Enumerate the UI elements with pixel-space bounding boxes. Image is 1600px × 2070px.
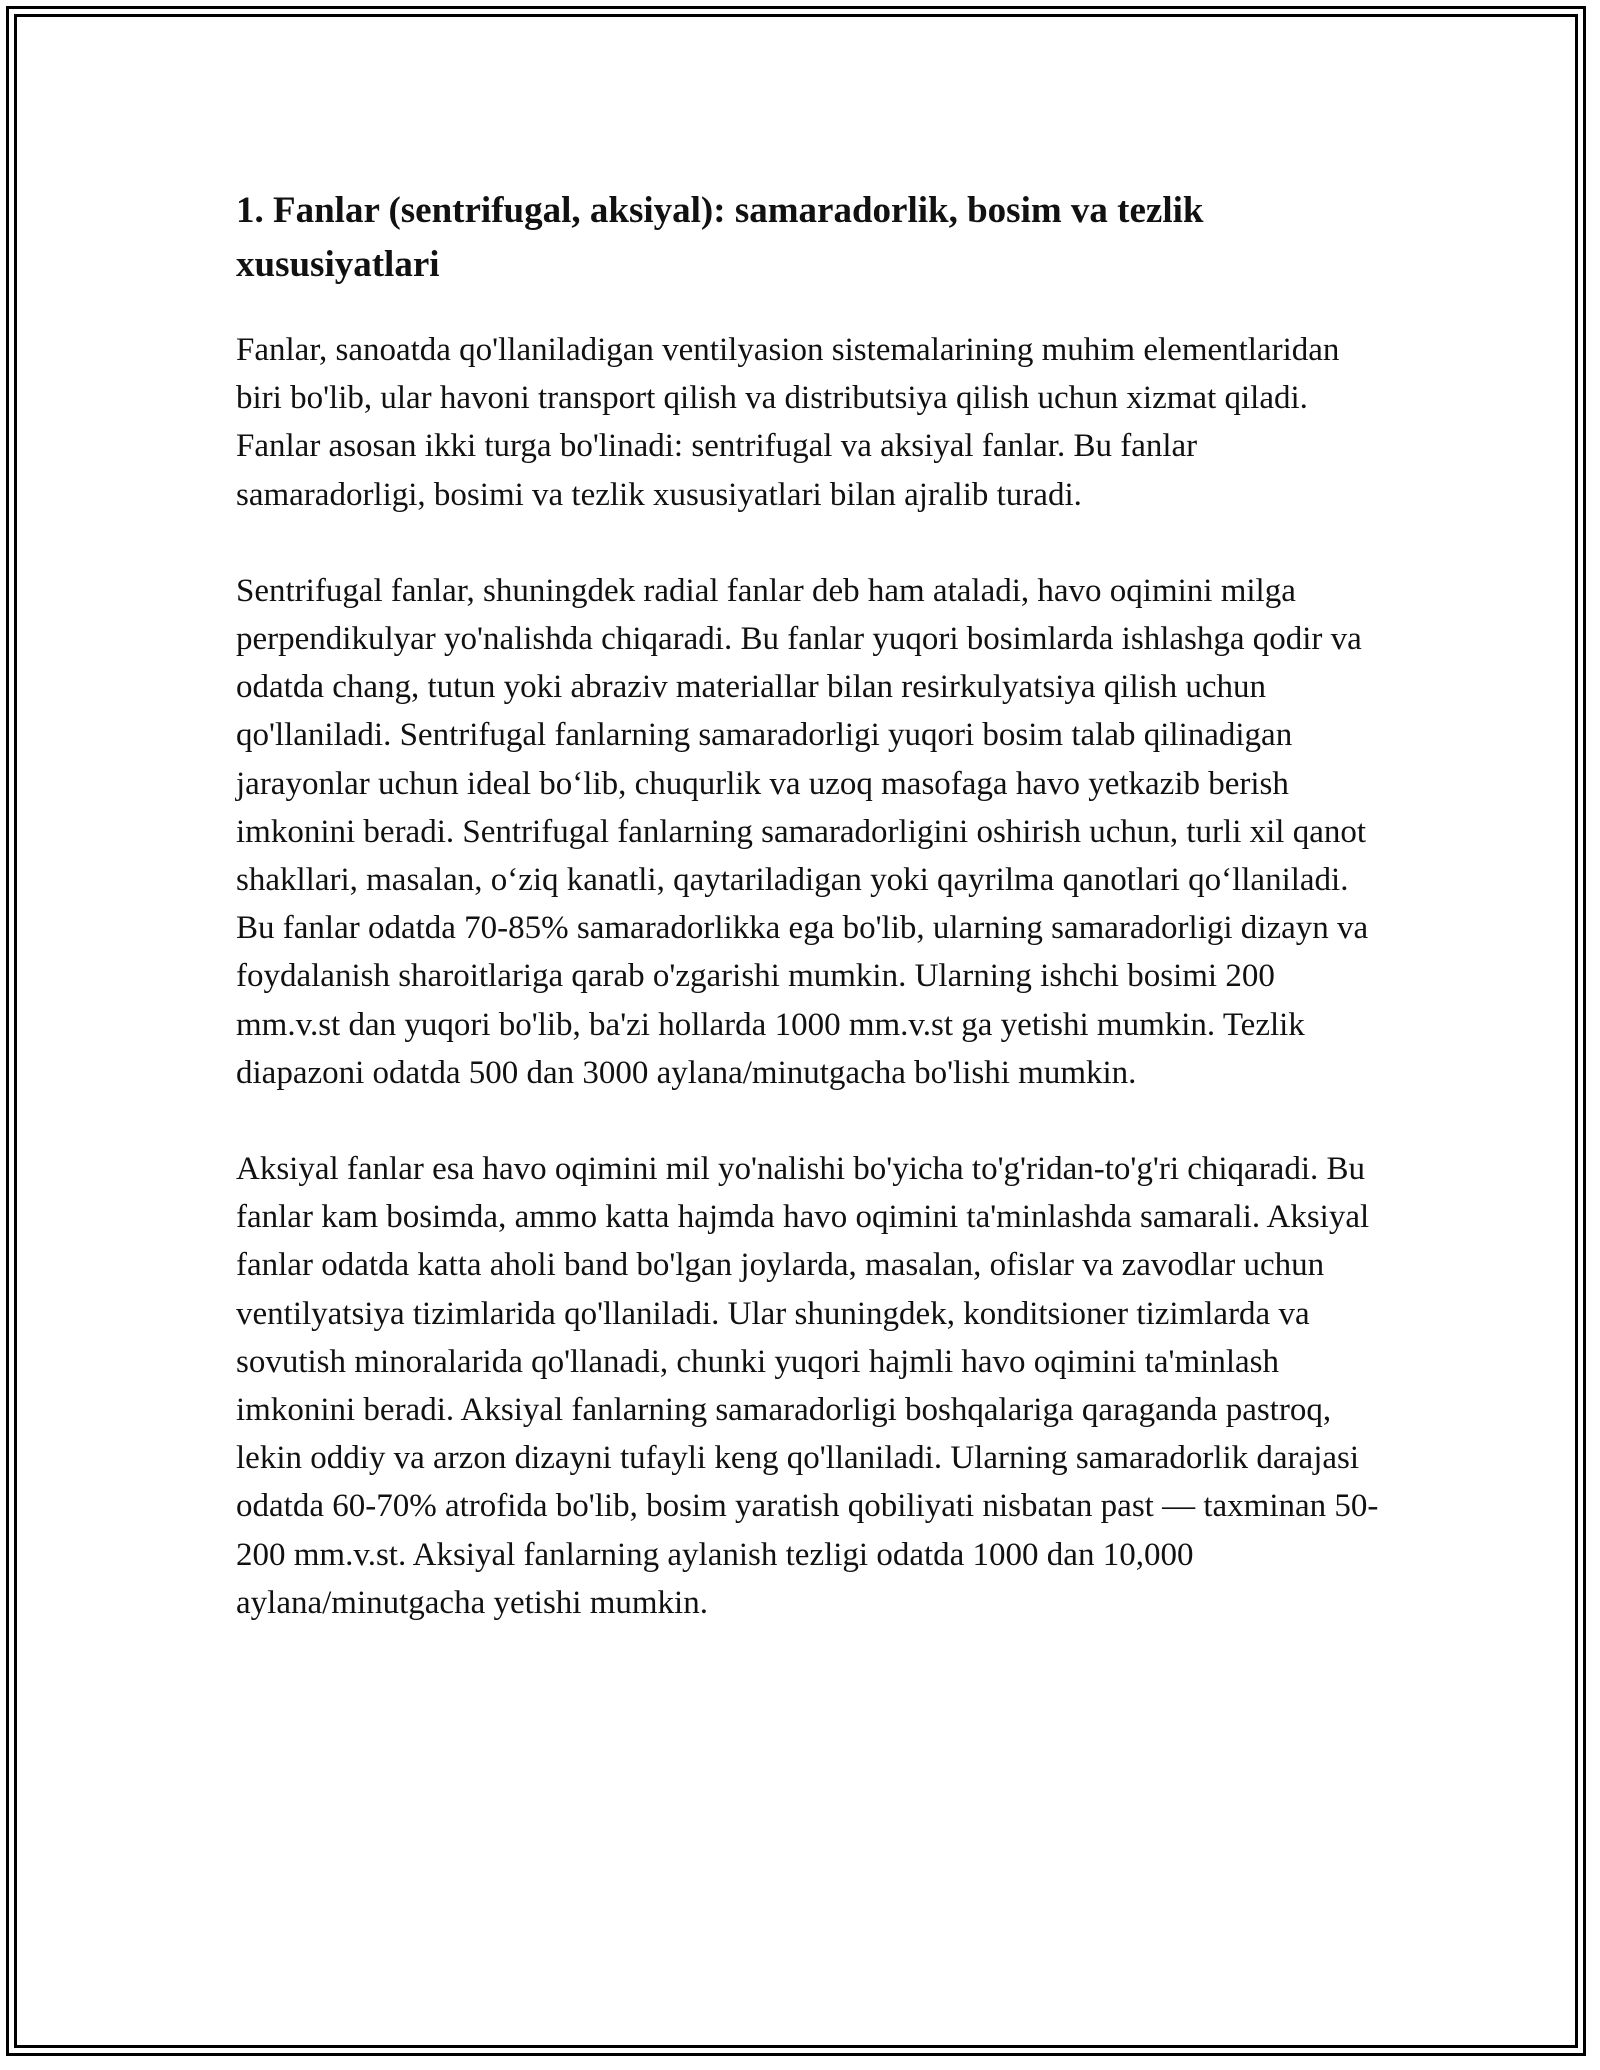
document-body xyxy=(236,184,1386,1675)
paragraph-centrifugal-fans: Sentrifugal fanlar, shuningdek radial fanlar deb ham ataladi, havo oqimini milga perpendikulyar yo'nalishda chiqaradi. Bu fanlar yuqori bosimlarda ishlashga qodir va odatda chang, tutun yoki abraziv materiallar bilan resirkulyatsiya qilish uchun qo'llaniladi. Sentrifugal fanlarning samaradorligi yuqori bosim talab qilinadigan jarayonlar uchun ideal bo‘lib, chuqurlik va uzoq masofaga havo yetkazib berish imkonini beradi. Sentrifugal fanlarning samaradorligini oshirish uchun, turli xil qanot shakllari, masalan, o‘ziq kanatli, qaytariladigan yoki qayrilma qanotlari qo‘llaniladi. Bu fanlar odatda 70-85% samaradorlikka ega bo'lib, ularning samaradorligi dizayn va foydalanish sharoitlariga qarab o'zgarishi mumkin. Ularning ishchi bosimi 200 mm.v.st dan yuqori bo'lib, ba'zi hollarda 1000 mm.v.st ga yetishi mumkin. Tezlik diapazoni odatda 500 dan 3000 aylana/minutgacha bo'lishi mumkin. xyxy=(236,572,1369,1091)
paragraph-intro: Fanlar, sanoatda qo'llaniladigan ventilyasion sistemalarining muhim elementlaridan biri bo'lib, ular havoni transport qilish va distributsiya qilish uchun xizmat qiladi. Fanlar asosan ikki turga bo'linadi: sentrifugal va aksiyal fanlar. Bu fanlar samaradorligi, bosimi va tezlik xususiyatlari bilan ajralib turadi. xyxy=(236,332,1340,513)
section-heading: 1. Fanlar (sentrifugal, aksiyal): samaradorlik, bosim va tezlik xususiyatlari xyxy=(236,190,1204,285)
paragraph-axial-fans: Aksiyal fanlar esa havo oqimini mil yo'nalishi bo'yicha to'g'ridan-to'g'ri chiqaradi. Bu fanlar kam bosimda, ammo katta hajmda havo oqimini ta'minlashda samarali. Aksiyal fanlar odatda katta aholi band bo'lgan joylarda, masalan, ofislar va zavodlar uchun ventilyatsiya tizimlarida qo'llaniladi. Ular shuningdek, konditsioner tizimlarda va sovutish minoralarida qo'llanadi, chunki yuqori hajmli havo oqimini ta'minlash imkonini beradi. Aksiyal fanlarning samaradorligi boshqalariga qaraganda pastroq, lekin oddiy va arzon dizayni tufayli keng qo'llaniladi. Ularning samaradorlik darajasi odatda 60-70% atrofida bo'lib, bosim yaratish qobiliyati nisbatan past — taxminan 50-200 mm.v.st. Aksiyal fanlarning aylanish tezligi odatda 1000 dan 10,000 aylana/minutgacha yetishi mumkin. xyxy=(236,1151,1379,1621)
